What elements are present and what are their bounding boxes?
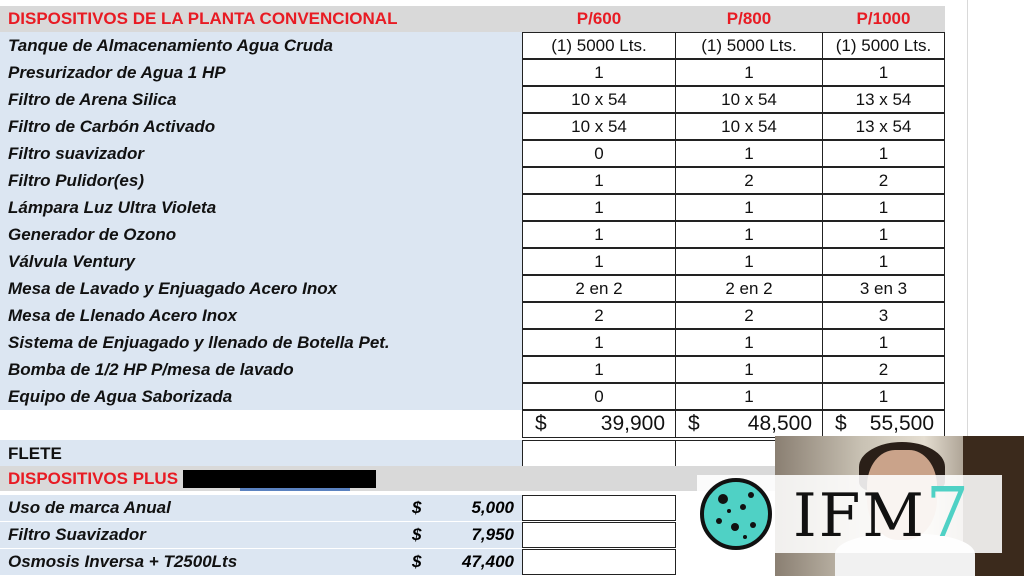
table-title: DISPOSITIVOS DE LA PLANTA CONVENCIONAL [8,9,398,28]
table-cell[interactable]: 1 [822,140,945,167]
total-cell-p800[interactable]: $ 48,500 [675,410,823,438]
plus-item-value: 7,950 [471,525,514,544]
row-label: Sistema de Enjuagado y llenado de Botella Pet. [0,329,522,356]
table-cell[interactable]: 10 x 54 [675,113,823,140]
plus-item-label: Uso de marca Anual [0,495,522,521]
row-label: Lámpara Luz Ultra Violeta [0,194,522,221]
table-cell[interactable]: 10 x 54 [522,86,676,113]
redaction-bar [183,470,376,488]
table-cell[interactable]: 1 [675,383,823,410]
table-cell[interactable]: 3 [822,302,945,329]
table-cell[interactable]: 10 x 54 [522,113,676,140]
row-label: Filtro Pulidor(es) [0,167,522,194]
table-cell[interactable]: 1 [822,248,945,275]
table-cell[interactable]: 1 [522,167,676,194]
plus-item-label: Filtro Suavizador [0,522,522,548]
plus-item-value: 47,400 [462,552,514,571]
column-header-p1000: P/1000 [856,9,911,28]
table-cell[interactable]: 2 [822,356,945,383]
flete-cell-p600[interactable] [522,440,676,467]
table-cell[interactable]: 2 [822,167,945,194]
table-cell[interactable]: 1 [822,59,945,86]
column-header-p600: P/600 [576,9,622,28]
table-cell[interactable]: 2 en 2 [675,275,823,302]
table-cell[interactable]: 1 [675,221,823,248]
table-cell[interactable]: 1 [822,383,945,410]
table-cell[interactable]: 1 [822,221,945,248]
table-cell[interactable]: 1 [522,194,676,221]
table-cell[interactable]: 3 en 3 [822,275,945,302]
plus-cell[interactable] [522,495,676,521]
column-header-p800: P/800 [726,9,772,28]
row-label: Tanque de Almacenamiento Agua Cruda [0,32,522,59]
plus-item-value: 5,000 [471,498,514,517]
row-label: Válvula Ventury [0,248,522,275]
table-cell[interactable]: 2 [675,167,823,194]
plus-cell[interactable] [522,549,676,575]
table-cell[interactable]: 1 [822,194,945,221]
row-label: Equipo de Agua Saborizada [0,383,522,410]
table-cell[interactable]: 13 x 54 [822,113,945,140]
table-cell[interactable]: 1 [675,248,823,275]
plus-item-label: Osmosis Inversa + T2500Lts [0,549,522,575]
planet-logo-icon [699,477,773,551]
table-cell[interactable]: 1 [675,356,823,383]
flete-label: FLETE [0,440,522,467]
table-cell[interactable]: 1 [522,248,676,275]
total-cell-p1000[interactable]: $ 55,500 [822,410,945,438]
table-cell[interactable]: (1) 5000 Lts. [675,32,823,59]
table-cell[interactable]: 2 [675,302,823,329]
row-label: Bomba de 1/2 HP P/mesa de lavado [0,356,522,383]
table-cell[interactable]: 1 [522,356,676,383]
ifm-logo-text: IFM7 [793,474,972,553]
table-cell[interactable]: 1 [522,221,676,248]
row-label: Filtro suavizador [0,140,522,167]
redaction-underline [240,488,350,491]
row-label: Generador de Ozono [0,221,522,248]
row-label: Mesa de Llenado Acero Inox [0,302,522,329]
row-label: Filtro de Arena Silica [0,86,522,113]
table-cell[interactable]: 1 [675,194,823,221]
table-cell[interactable]: (1) 5000 Lts. [522,32,676,59]
total-cell-p600[interactable]: $ 39,900 [522,410,676,438]
table-header [0,6,945,32]
row-label: Presurizador de Agua 1 HP [0,59,522,86]
table-cell[interactable]: 2 en 2 [522,275,676,302]
plus-item-currency: $ [412,552,422,571]
plus-item-currency: $ [412,498,422,517]
table-cell[interactable]: 1 [675,140,823,167]
table-cell[interactable]: 0 [522,383,676,410]
plus-cell[interactable] [522,522,676,548]
plus-item-currency: $ [412,525,422,544]
table-cell[interactable]: 0 [522,140,676,167]
table-cell[interactable]: 10 x 54 [675,86,823,113]
plus-title: DISPOSITIVOS PLUS [8,469,179,488]
table-cell[interactable]: 1 [822,329,945,356]
table-cell[interactable]: 1 [522,329,676,356]
table-cell[interactable]: 13 x 54 [822,86,945,113]
table-cell[interactable]: (1) 5000 Lts. [822,32,945,59]
table-cell[interactable]: 2 [522,302,676,329]
row-label: Mesa de Lavado y Enjuagado Acero Inox [0,275,522,302]
table-cell[interactable]: 1 [675,329,823,356]
row-label: Filtro de Carbón Activado [0,113,522,140]
table-cell[interactable]: 1 [522,59,676,86]
totals-label-blank [0,410,522,437]
table-cell[interactable]: 1 [675,59,823,86]
